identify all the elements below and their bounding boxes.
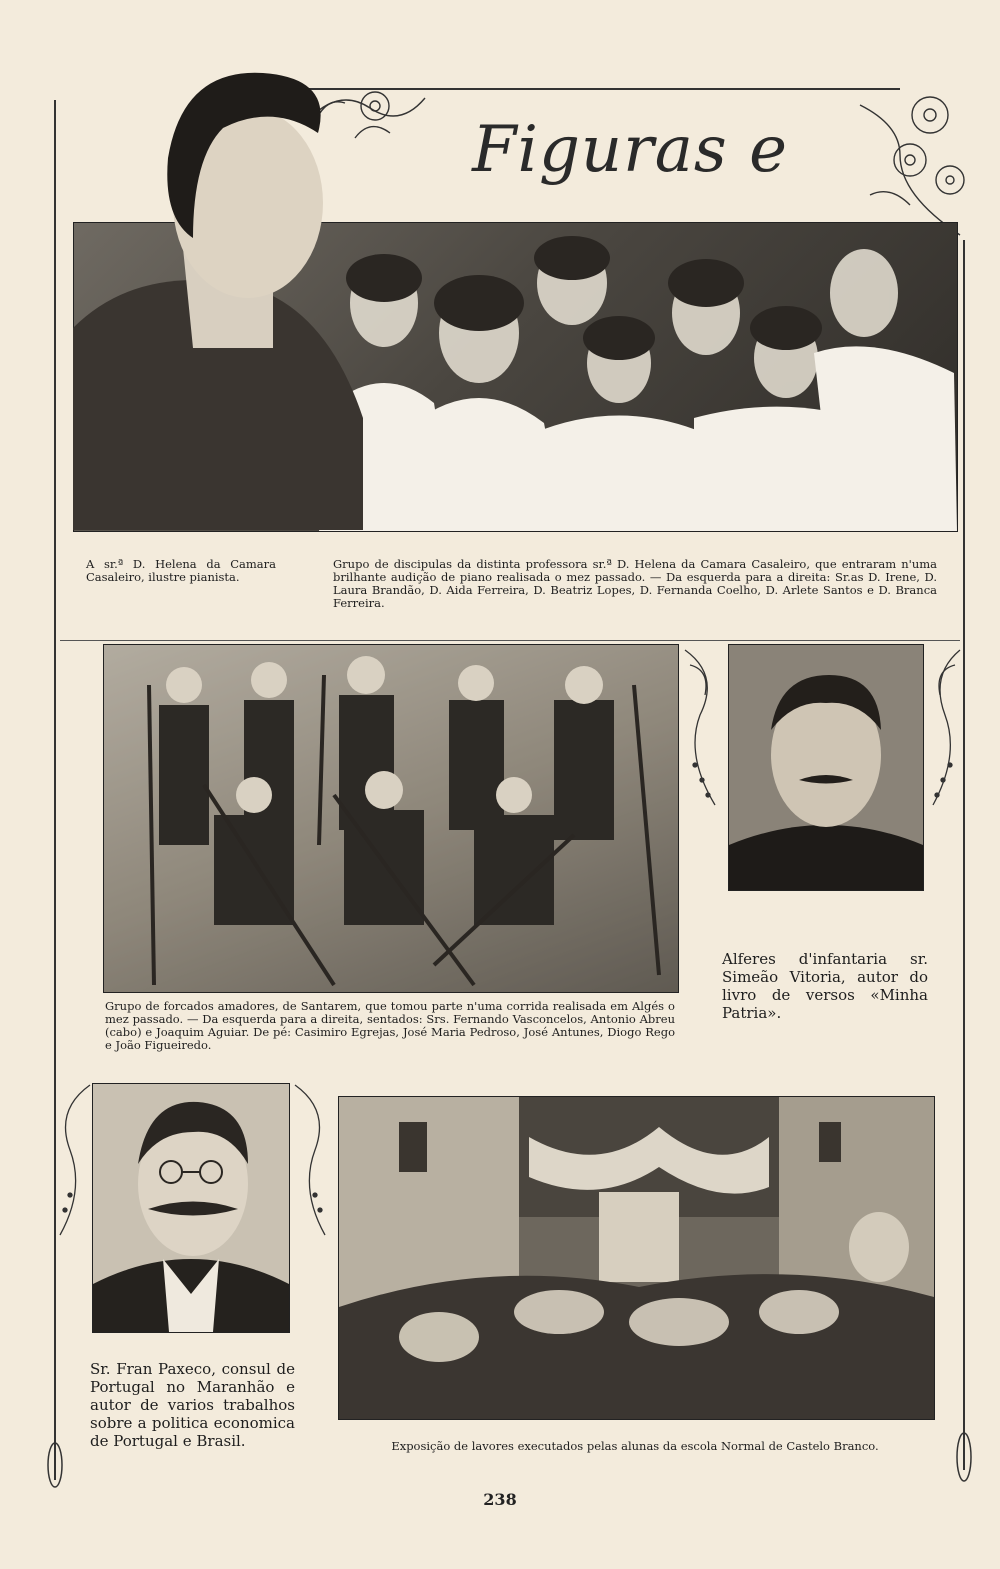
caption-exposicao: Exposição de lavores executados pelas alunas da escola Normal de Castelo Branco. — [391, 1439, 879, 1453]
frame-left-line — [54, 100, 56, 1480]
page-number: 238 — [483, 1490, 517, 1509]
leaf-ornament-mid-right — [925, 645, 965, 815]
caption-alferes: Alferes d'infantaria sr. Simeão Vitoria, autor do livro de versos «Minha Patria». — [722, 950, 928, 1022]
portrait-pianist-figure — [73, 48, 363, 530]
portrait-fran-paxeco — [92, 1083, 290, 1333]
group-photo-forcados — [103, 644, 679, 993]
photo-exposicao-lavores-scene — [339, 1097, 934, 1419]
photo-exposicao-lavores — [338, 1096, 935, 1420]
leaf-ornament-mid-left — [680, 645, 725, 815]
page-title: Figuras e — [472, 113, 788, 187]
caption-disciples: Grupo de discipulas da distinta professora sr.ª D. Helena da Camara Casaleiro, que entraram n'uma brilhante audição de piano realisada o mez passado. — Da esquerda para a direita: Sr.as D. Irene, D. Laura Brandão, D. Aida Ferreira, D. Beatriz Lopes, D. Fernanda Coelho, D. Arlete Santos e D. Branca Ferreira. — [333, 557, 937, 610]
portrait-pianist — [73, 48, 363, 530]
finial-ornament-bottom-left — [44, 1440, 66, 1490]
finial-ornament-bottom-right — [953, 1430, 975, 1485]
frame-right-line — [963, 240, 965, 1470]
portrait-alferes — [728, 644, 924, 891]
leaf-ornament-lower-left — [50, 1080, 95, 1240]
group-photo-forcados-figures — [104, 645, 678, 992]
caption-pianist: A sr.ª D. Helena da Camara Casaleiro, ilustre pianista. — [86, 557, 276, 584]
portrait-fran-paxeco-figure — [93, 1084, 289, 1332]
caption-forcados: Grupo de forcados amadores, de Santarem, que tomou parte n'uma corrida realisada em Algés o mez passado. — Da esquerda para a direita, sentados: Srs. Fernando Vasconcelos, Antonio Abreu (cabo) e Joaquim Aguiar. De pé: Casimiro Egrejas, José Maria Pedroso, José Antunes, Diogo Rego e João Figueiredo. — [105, 999, 675, 1052]
section-divider-line — [60, 640, 960, 641]
leaf-ornament-lower-middle — [290, 1080, 335, 1240]
caption-fran-paxeco: Sr. Fran Paxeco, consul de Portugal no Maranhão e autor de varios trabalhos sobre a politica economica de Portugal e Brasil. — [90, 1360, 295, 1450]
portrait-alferes-figure — [729, 645, 923, 890]
